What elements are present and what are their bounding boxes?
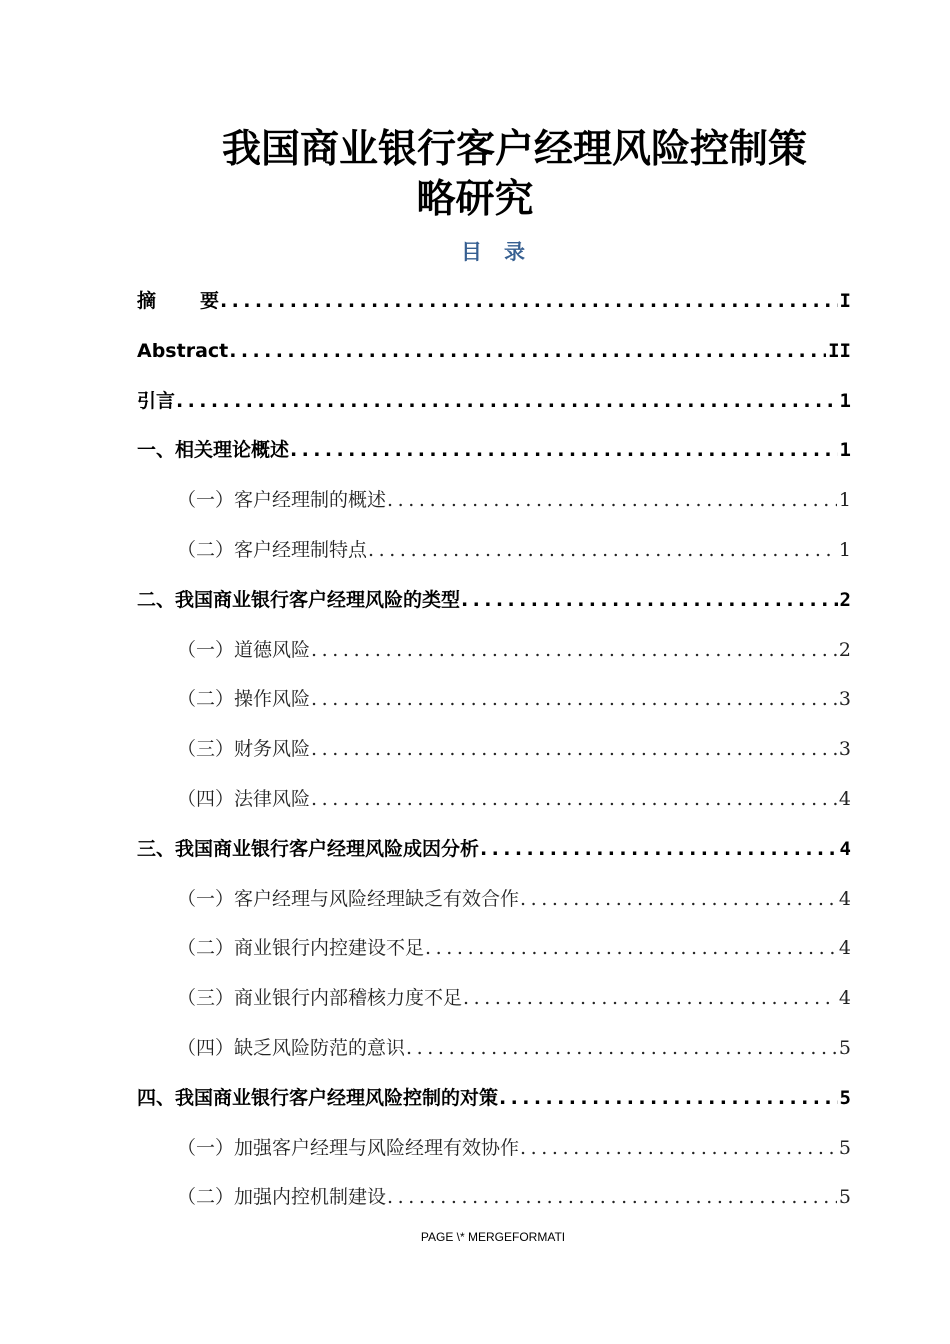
toc-entry-page: 3 xyxy=(838,738,851,761)
toc-entry-page: 1 xyxy=(839,439,851,462)
toc-entry-abstract-cn[interactable] xyxy=(137,281,851,331)
toc-entry-page: 1 xyxy=(839,389,851,412)
toc-entry-section-4-2[interactable] xyxy=(137,1177,851,1227)
toc-entry-section-3-3[interactable] xyxy=(137,978,851,1028)
toc-entry-section-2-3[interactable] xyxy=(137,729,851,779)
toc-dot-leader xyxy=(311,779,837,819)
toc-dot-leader xyxy=(461,580,838,620)
toc-entry-chapter-3[interactable] xyxy=(137,829,851,879)
toc-dot-leader xyxy=(220,281,838,321)
toc-entry-page: 5 xyxy=(838,1186,851,1209)
toc-dot-leader xyxy=(368,530,837,570)
toc-dot-leader xyxy=(387,480,837,520)
toc-entry-label: （三）财务风险 xyxy=(177,738,311,761)
toc-entry-page: 4 xyxy=(838,787,851,810)
toc-entry-section-1-1[interactable] xyxy=(137,480,851,530)
toc-entry-page: 5 xyxy=(838,1036,851,1059)
toc-entry-label: （四）法律风险 xyxy=(177,787,311,810)
toc-entry-label: （一）客户经理与风险经理缺乏有效合作 xyxy=(177,887,520,910)
toc-entry-page: 3 xyxy=(838,688,851,711)
toc-entry-label: （二）加强内控机制建设 xyxy=(177,1186,387,1209)
toc-entry-label: （四）缺乏风险防范的意识 xyxy=(177,1036,406,1059)
toc-heading-char-1: 目 xyxy=(461,239,482,264)
toc-dot-leader xyxy=(425,928,837,968)
toc-entry-label: 一、相关理论概述 xyxy=(137,439,290,462)
toc-entry-page: 4 xyxy=(839,837,851,860)
toc-entry-page: 1 xyxy=(838,538,851,561)
toc-heading xyxy=(0,236,950,266)
toc-entry-page: I xyxy=(839,290,851,312)
toc-entry-page: 1 xyxy=(838,489,851,512)
page-footer-field-code: PAGE \* MERGEFORMATI xyxy=(420,1230,566,1244)
toc-entry-page: 5 xyxy=(839,1086,851,1109)
toc-entry-abstract[interactable] xyxy=(137,331,851,381)
toc-entry-label: 四、我国商业银行客户经理风险控制的对策 xyxy=(137,1086,499,1109)
toc-entry-label: （一）加强客户经理与风险经理有效协作 xyxy=(177,1136,520,1159)
toc-entry-chapter-1[interactable] xyxy=(137,430,851,480)
toc-dot-leader xyxy=(463,978,837,1018)
toc-entry-section-3-1[interactable] xyxy=(137,879,851,929)
toc-dot-leader xyxy=(387,1177,837,1217)
document-title-line-1: 我国商业银行客户经理风险控制策 xyxy=(222,127,808,172)
toc-entry-page: 4 xyxy=(838,987,851,1010)
toc-entry-chapter-2[interactable] xyxy=(137,580,851,630)
document-title-line-2: 略研究 xyxy=(416,177,534,222)
toc-dot-leader xyxy=(176,381,838,421)
toc-entry-section-2-4[interactable] xyxy=(137,779,851,829)
toc-entry-page: II xyxy=(828,339,851,362)
toc-entry-label: 摘 要 xyxy=(137,290,220,312)
toc-entry-label: （三）商业银行内部稽核力度不足 xyxy=(177,987,463,1010)
toc-entry-section-2-1[interactable] xyxy=(137,630,851,680)
toc-dot-leader xyxy=(311,679,837,719)
toc-entry-section-4-1[interactable] xyxy=(137,1128,851,1178)
toc-entry-label: （一）客户经理制的概述 xyxy=(177,489,387,512)
toc-entry-page: 4 xyxy=(838,937,851,960)
toc-heading-char-2: 录 xyxy=(504,239,525,264)
toc-entry-page: 5 xyxy=(838,1136,851,1159)
toc-dot-leader xyxy=(406,1028,837,1068)
toc-dot-leader xyxy=(290,430,838,470)
toc-dot-leader xyxy=(311,729,837,769)
toc-entry-label: （二）操作风险 xyxy=(177,688,311,711)
toc-entry-page: 2 xyxy=(839,588,851,611)
toc-entry-label: 二、我国商业银行客户经理风险的类型 xyxy=(137,588,461,611)
toc-entry-section-3-4[interactable] xyxy=(137,1028,851,1078)
toc-entry-label: （二）商业银行内控建设不足 xyxy=(177,937,425,960)
toc-entry-label: （二）客户经理制特点 xyxy=(177,538,368,561)
toc-entry-section-2-2[interactable] xyxy=(137,679,851,729)
toc-entry-section-1-2[interactable] xyxy=(137,530,851,580)
toc-dot-leader xyxy=(499,1078,838,1118)
toc-dot-leader xyxy=(229,331,826,371)
toc-entry-introduction[interactable] xyxy=(137,381,851,431)
toc-entry-label: 引言 xyxy=(137,389,176,412)
toc-entry-page: 4 xyxy=(838,887,851,910)
toc-entry-label: （一）道德风险 xyxy=(177,638,311,661)
toc-dot-leader xyxy=(480,829,838,869)
table-of-contents xyxy=(137,281,851,1227)
toc-dot-leader xyxy=(520,879,837,919)
toc-entry-label: 三、我国商业银行客户经理风险成因分析 xyxy=(137,837,480,860)
toc-entry-label: Abstract xyxy=(137,339,229,362)
toc-entry-page: 2 xyxy=(838,638,851,661)
toc-dot-leader xyxy=(520,1128,837,1168)
toc-dot-leader xyxy=(311,630,837,670)
toc-entry-section-3-2[interactable] xyxy=(137,928,851,978)
toc-entry-chapter-4[interactable] xyxy=(137,1078,851,1128)
